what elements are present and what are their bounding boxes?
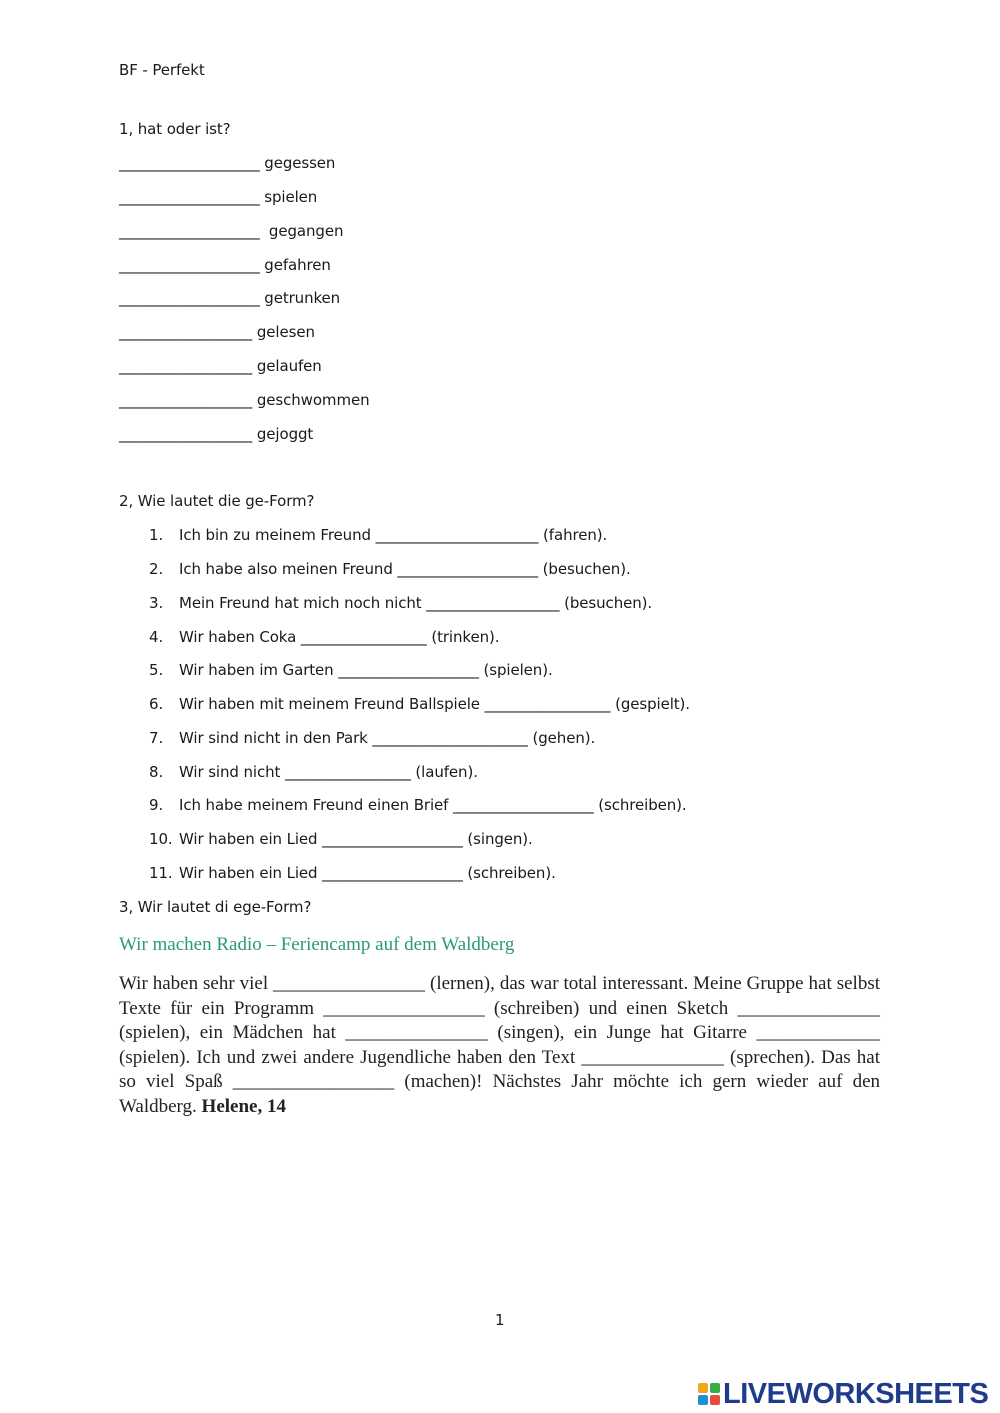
item-text: Wir sind nicht in den Park _____________________ (gehen). — [179, 729, 596, 747]
logo-square — [698, 1395, 708, 1405]
exercise2-heading: 2, Wie lautet die ge-Form? — [119, 492, 315, 510]
exercise1-item[interactable]: ___________________ gegangen — [119, 222, 344, 240]
item-text: Ich habe meinem Freund einen Brief ___________________ (schreiben). — [179, 796, 687, 814]
exercise2-item[interactable] — [149, 594, 652, 612]
item-number: 2. — [149, 560, 164, 578]
exercise1-item[interactable]: __________________ gejoggt — [119, 425, 314, 443]
exercise1-item[interactable]: ___________________ spielen — [119, 188, 318, 206]
item-text: Wir sind nicht _________________ (laufen). — [179, 763, 478, 781]
item-text: Mein Freund hat mich noch nicht __________________ (besuchen). — [179, 594, 653, 612]
exercise2-item[interactable] — [149, 661, 553, 679]
exercise2-item[interactable] — [149, 864, 556, 882]
exercise2-item[interactable] — [149, 526, 607, 544]
exercise3-paragraph[interactable] — [119, 972, 880, 1120]
item-text: Wir haben mit meinem Freund Ballspiele _________________ (gespielt). — [179, 695, 690, 713]
item-number: 7. — [149, 729, 164, 747]
exercise1-item[interactable]: ___________________ gefahren — [119, 256, 331, 274]
exercise2-item[interactable] — [149, 763, 478, 781]
logo-square — [710, 1383, 720, 1393]
exercise1-item[interactable]: ___________________ getrunken — [119, 289, 341, 307]
item-number: 3. — [149, 594, 164, 612]
exercise2-item[interactable] — [149, 729, 595, 747]
item-number: 1. — [149, 526, 164, 544]
exercise1-item[interactable]: __________________ gelaufen — [119, 357, 322, 375]
page-number: 1 — [495, 1311, 505, 1329]
exercise1-item[interactable]: ___________________ gegessen — [119, 154, 336, 172]
exercise2-item[interactable] — [149, 796, 687, 814]
exercise1-item[interactable]: __________________ gelesen — [119, 323, 315, 341]
item-number: 8. — [149, 763, 164, 781]
exercise2-item[interactable] — [149, 560, 631, 578]
logo-text: LIVEWORKSHEETS — [723, 1377, 989, 1410]
signature: Helene, 14 — [201, 1095, 286, 1117]
item-text: Ich bin zu meinem Freund ______________________ (fahren). — [179, 526, 608, 544]
exercise3-heading: 3, Wir lautet di ege-Form? — [119, 898, 312, 916]
logo-square — [698, 1383, 708, 1393]
paragraph-text: Wir haben sehr viel ________________ (lernen), das war total interessant. Meine Gruppe hat selbst Texte für ein Programm _________________ (schreiben) und einen Sketch _______________ (spielen), ein Mädchen hat _______________ (singen), ein Junge hat Gitarre _____________ (spielen). Ich und zwei andere Jugendliche haben den Text _______________ (sprechen). Das hat so viel Spaß _________________ (machen)! Nächstes Jahr möchte ich gern wieder auf den Waldberg. — [119, 973, 880, 1117]
exercise2-item[interactable] — [149, 628, 499, 646]
item-text: Wir haben Coka _________________ (trinken). — [179, 628, 500, 646]
item-number: 5. — [149, 661, 164, 679]
item-text: Wir haben im Garten ___________________ (spielen). — [179, 661, 553, 679]
item-number: 11. — [149, 864, 173, 882]
item-number: 9. — [149, 796, 164, 814]
document-title: BF - Perfekt — [119, 61, 205, 79]
exercise2-item[interactable] — [149, 830, 533, 848]
item-number: 10. — [149, 830, 173, 848]
logo-square — [710, 1395, 720, 1405]
item-text: Wir haben ein Lied ___________________ (singen). — [179, 830, 533, 848]
exercise2-item[interactable] — [149, 695, 690, 713]
exercise1-item[interactable]: __________________ geschwommen — [119, 391, 370, 409]
item-text: Wir haben ein Lied ___________________ (schreiben). — [179, 864, 556, 882]
item-number: 4. — [149, 628, 164, 646]
liveworksheets-logo[interactable] — [698, 1376, 988, 1412]
item-text: Ich habe also meinen Freund ___________________ (besuchen). — [179, 560, 631, 578]
exercise3-subheading: Wir machen Radio – Feriencamp auf dem Waldberg — [119, 934, 515, 955]
exercise1-heading: 1, hat oder ist? — [119, 120, 231, 138]
item-number: 6. — [149, 695, 164, 713]
logo-squares-icon — [698, 1383, 720, 1405]
